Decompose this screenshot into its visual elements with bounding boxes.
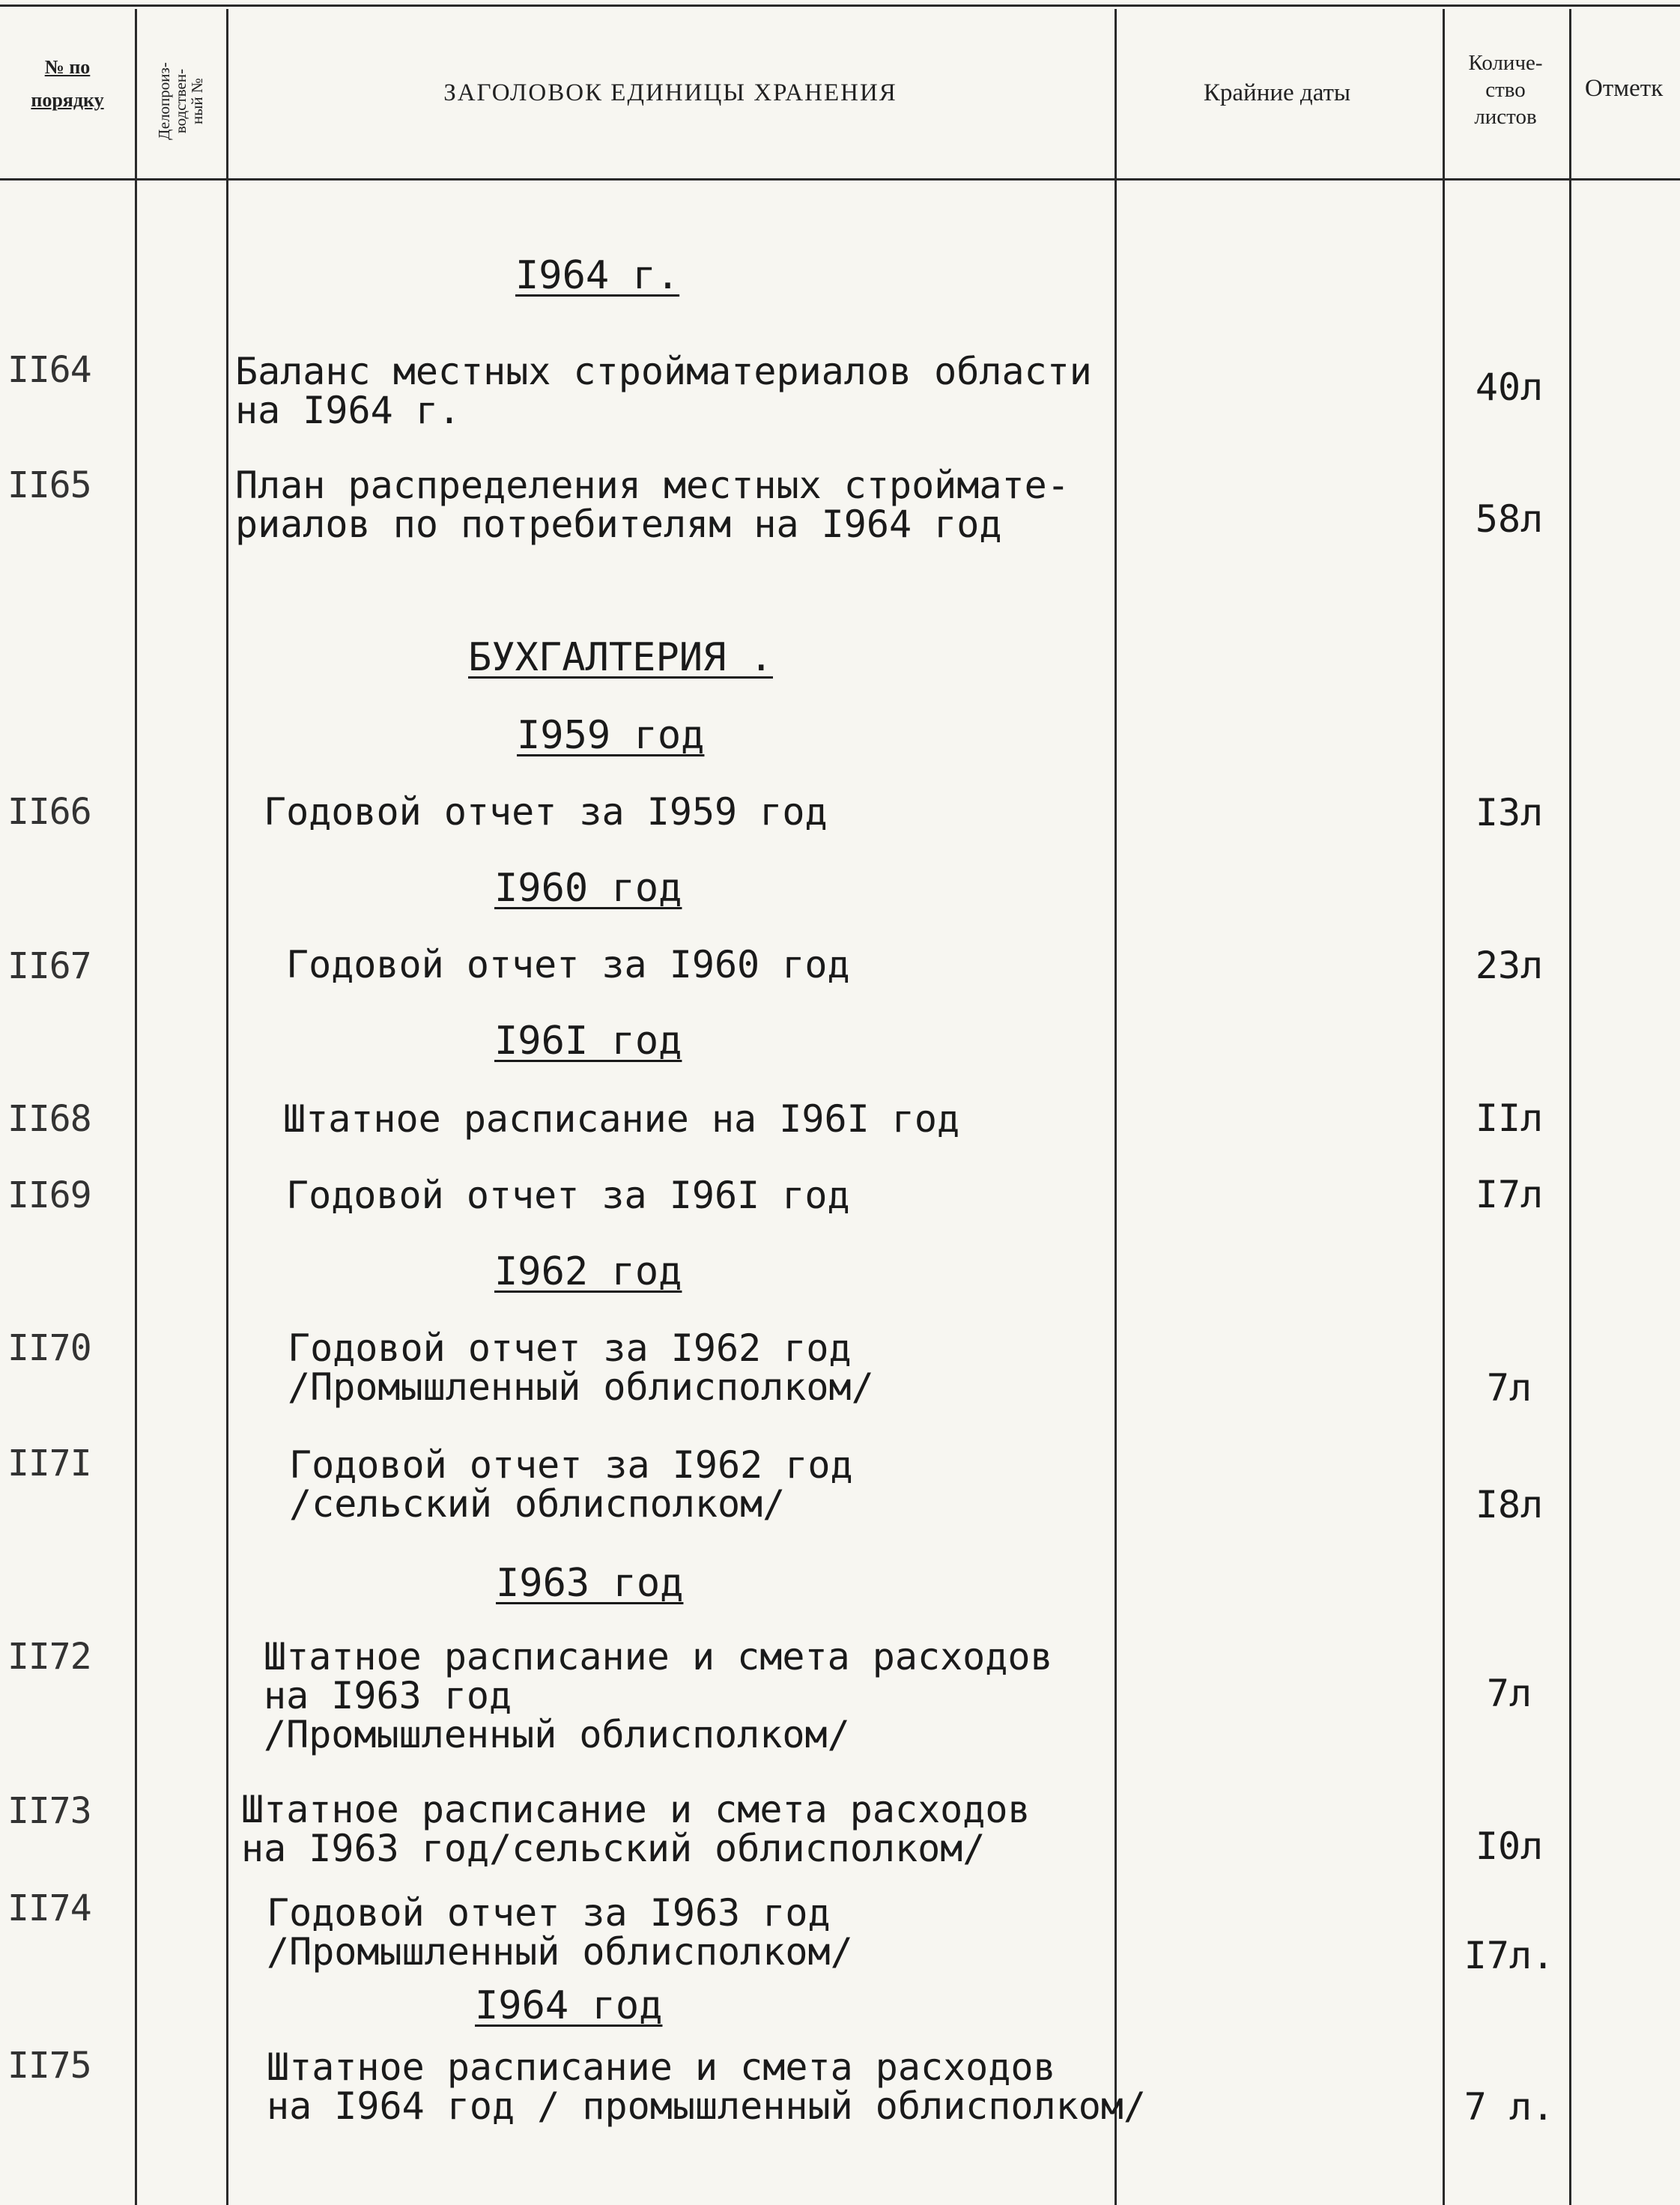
item-title: Штатное расписание и смета расходов на I963 год /Промышленный облисполком/ <box>264 1635 1053 1756</box>
section-heading: I96I год <box>494 1019 682 1064</box>
column-divider <box>1115 9 1117 2205</box>
item-number: II70 <box>7 1327 91 1369</box>
item-number: II7I <box>7 1443 91 1484</box>
header-col-office-number: Делопроиз- водствен- ный № <box>155 62 206 140</box>
section-heading: I960 год <box>494 866 682 911</box>
item-sheet-count: I7л <box>1475 1173 1544 1216</box>
section-heading: I963 год <box>496 1561 684 1606</box>
column-divider <box>135 9 137 2205</box>
column-divider <box>1443 9 1445 2205</box>
item-title: Годовой отчет за I96I год <box>286 1174 850 1217</box>
header-col-title: ЗАГОЛОВОК ЕДИНИЦЫ ХРАНЕНИЯ <box>443 79 897 106</box>
item-number: II69 <box>7 1174 91 1216</box>
item-title: Годовой отчет за I959 год <box>264 790 828 834</box>
item-number: II67 <box>7 945 91 987</box>
item-sheet-count: 40л <box>1475 366 1544 409</box>
item-sheet-count: I0л <box>1475 1825 1544 1868</box>
item-number: II72 <box>7 1636 91 1678</box>
header-col-marks: Отметк <box>1585 75 1664 102</box>
section-heading: I964 г. <box>515 253 680 298</box>
header-col-dates: Крайние даты <box>1203 79 1351 106</box>
item-number: II68 <box>7 1098 91 1140</box>
item-title: Годовой отчет за I962 год /Промышленный облисполком/ <box>288 1326 874 1409</box>
item-title: Годовой отчет за I963 год /Промышленный облисполком/ <box>267 1891 853 1974</box>
top-border-line <box>0 4 1680 7</box>
item-number: II64 <box>7 349 91 391</box>
section-heading: I962 год <box>494 1249 682 1294</box>
item-sheet-count: 23л <box>1475 944 1544 987</box>
section-heading: I964 год <box>475 1983 663 2028</box>
section-heading: БУХГАЛТЕРИЯ . <box>468 635 773 680</box>
item-title: Годовой отчет за I962 год /сельский облисполком/ <box>289 1443 853 1526</box>
item-title: Баланс местных стройматериалов области на I964 г. <box>235 350 1092 432</box>
header-col-number: № по порядку <box>31 56 104 111</box>
item-sheet-count: 7л <box>1486 1366 1532 1410</box>
item-title: План распределения местных строймате- риалов по потребителям на I964 год <box>235 464 1070 546</box>
item-number: II74 <box>7 1887 91 1929</box>
item-title: Годовой отчет за I960 год <box>286 943 850 986</box>
item-title: Штатное расписание и смета расходов на I964 год / промышленный облисполком/ <box>267 2045 1146 2128</box>
column-divider <box>1569 9 1571 2205</box>
section-heading: I959 год <box>517 713 705 758</box>
item-title: Штатное расписание на I96I год <box>283 1097 960 1141</box>
item-sheet-count: 7 л. <box>1464 2085 1555 2129</box>
item-sheet-count: 7л <box>1486 1672 1532 1715</box>
item-number: II75 <box>7 2045 91 2087</box>
item-number: II66 <box>7 791 91 833</box>
header-col-sheets: Количе- ство листов <box>1468 51 1543 129</box>
item-title: Штатное расписание и смета расходов на I963 год/сельский облисполком/ <box>241 1788 1031 1870</box>
header-bottom-line <box>0 178 1680 181</box>
item-sheet-count: I3л <box>1475 791 1544 834</box>
item-sheet-count: 58л <box>1475 497 1544 541</box>
item-sheet-count: I7л. <box>1464 1934 1555 1977</box>
item-sheet-count: IIл <box>1475 1097 1544 1140</box>
item-sheet-count: I8л <box>1475 1483 1544 1526</box>
item-number: II65 <box>7 464 91 506</box>
column-divider <box>226 9 228 2205</box>
item-number: II73 <box>7 1790 91 1832</box>
